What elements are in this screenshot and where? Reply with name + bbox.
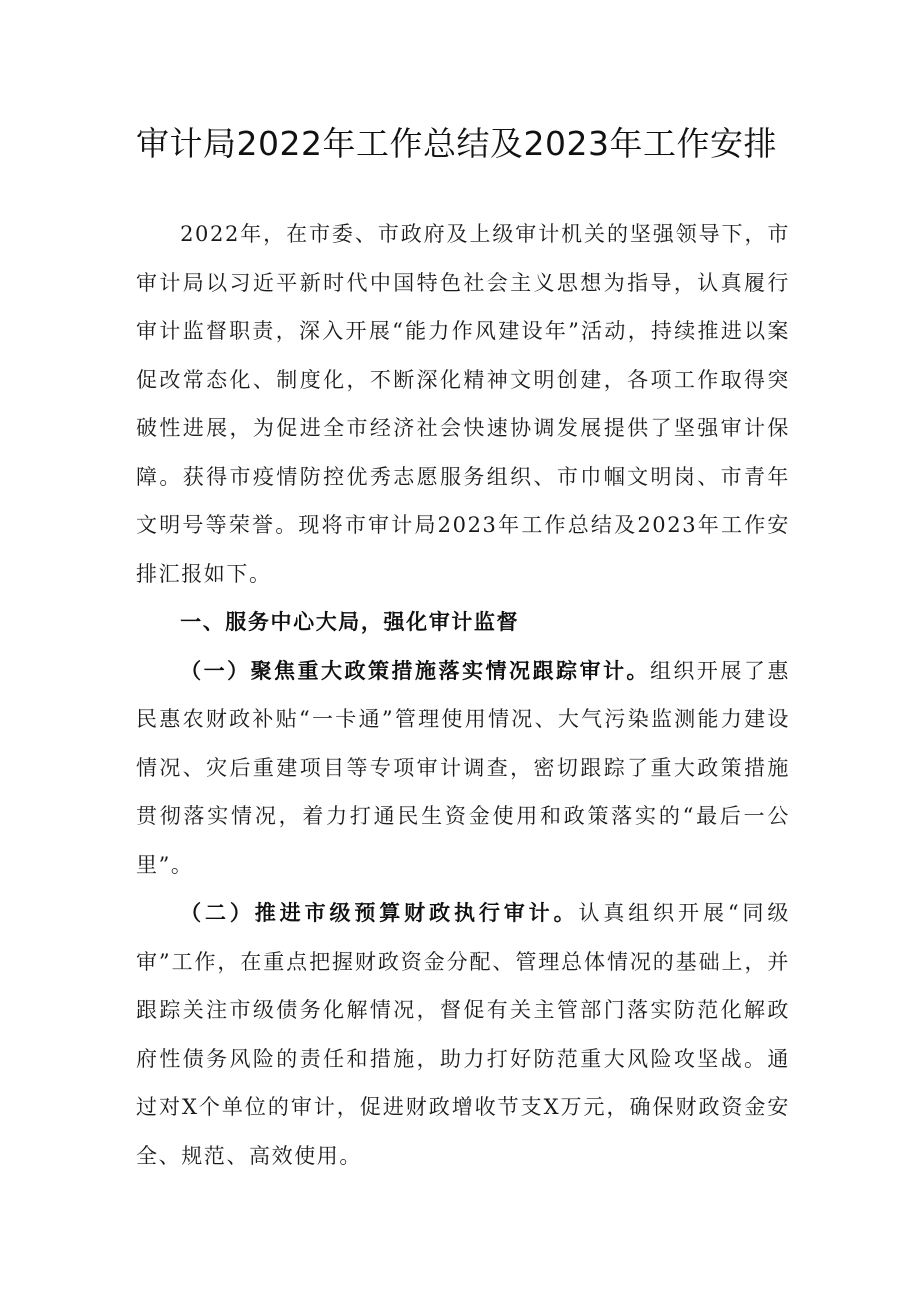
item-lead-1: （一）聚焦重大政策措施落实情况跟踪审计。	[180, 657, 650, 683]
item-lead-2: （二）推进市级预算财政执行审计。	[180, 900, 579, 925]
item-body-1: 组织开展了惠民惠农财政补贴“一卡通”管理使用情况、大气污染监测能力建设情况、灾后重建项目等专项审计调查，密切跟踪了重大政策措施贯彻落实情况，着力打通民生资金使用和政策落实的“最后一公里”。	[136, 658, 790, 877]
document-title: 审计局2022年工作总结及2023年工作安排	[136, 124, 777, 163]
section-heading-1: 一、服务中心大局，强化审计监督	[180, 609, 520, 634]
section-item-2	[136, 889, 790, 1180]
section-item-1	[136, 647, 790, 890]
item-body-2: 认真组织开展“同级审”工作，在重点把握财政资金分配、管理总体情况的基础上，并跟踪关注市级债务化解情况，督促有关主管部门落实防范化解政府性债务风险的责任和措施，助力打好防范重大风险攻坚战。通过对X个单位的审计，促进财政增收节支X万元，确保财政资金安全、规范、高效使用。	[136, 901, 790, 1168]
intro-paragraph: 2022年，在市委、市政府及上级审计机关的坚强领导下，市审计局以习近平新时代中国特色社会主义思想为指导，认真履行审计监督职责，深入开展“能力作风建设年”活动，持续推进以案促改常态化、制度化，不断深化精神文明创建，各项工作取得突破性进展，为促进全市经济社会快速协调发展提供了坚强审计保障。获得市疫情防控优秀志愿服务组织、市巾帼文明岗、市青年文明号等荣誉。现将市审计局2023年工作总结及2023年工作安排汇报如下。	[136, 222, 790, 586]
